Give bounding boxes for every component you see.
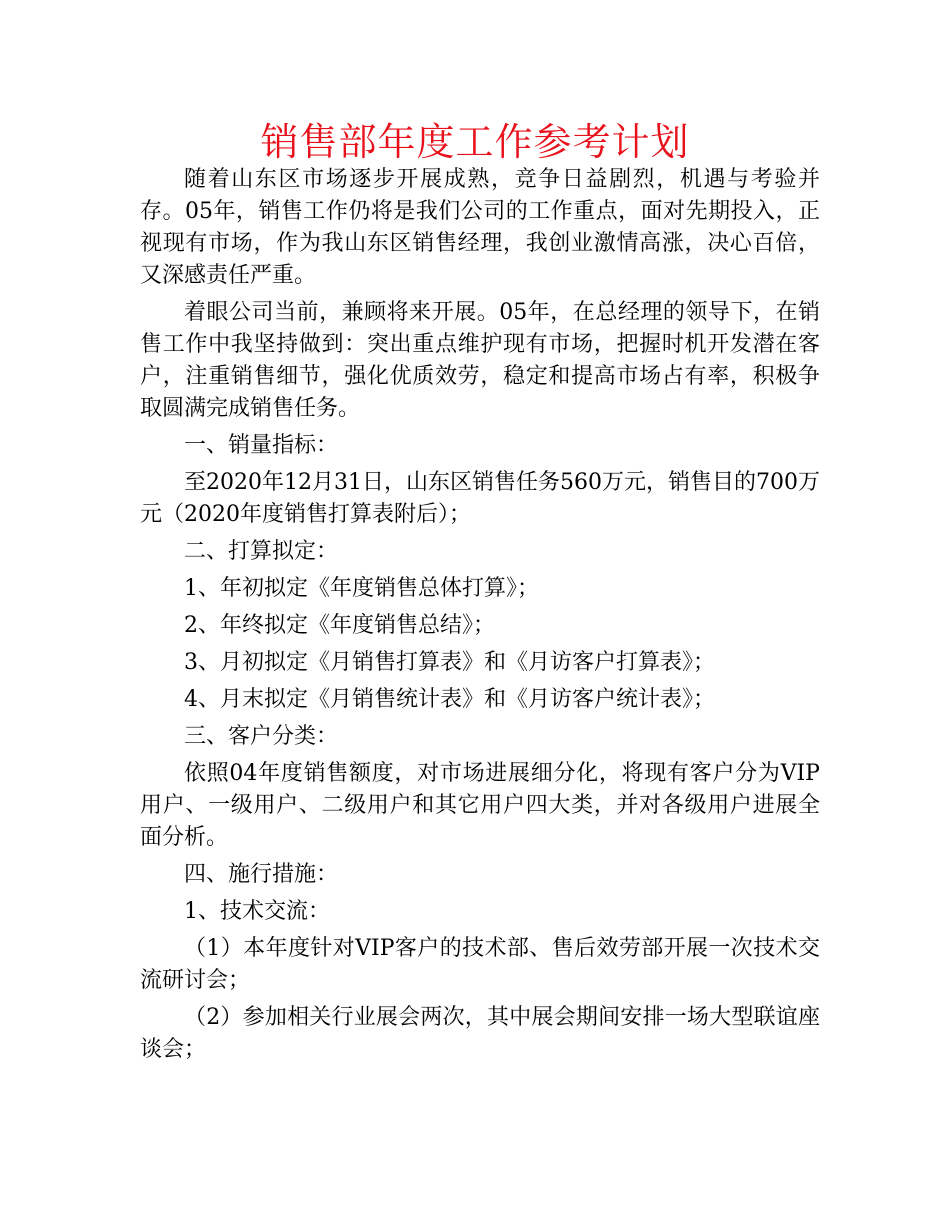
list-item: 4、月末拟定《月销售统计表》和《月访客户统计表》； <box>184 687 715 712</box>
list-item: （2）参加相关行业展会两次，其中展会期间安排一场大型联谊座谈会； <box>140 1005 820 1062</box>
list-item: 3、月初拟定《月销售打算表》和《月访客户打算表》； <box>184 650 715 675</box>
paragraph-sales-target: 至2020年12月31日，山东区销售任务560万元，销售目的700万元（2020年度销售打算表附后）； <box>140 470 820 527</box>
subsection-heading-tech-exchange: 1、技术交流： <box>184 899 330 924</box>
section-heading-measures: 四、施行措施： <box>184 862 339 887</box>
paragraph-customer-classes: 依照04年度销售额度，对市场进展细分化，将现有客户分为VIP用户、一级用户、二级用户和其它用户四大类，并对各级用户进展全面分析。 <box>140 761 820 850</box>
document-title: 销售部年度工作参考计划 <box>260 120 690 164</box>
paragraph-focus: 着眼公司当前，兼顾将来开展。05年，在总经理的领导下，在销售工作中我坚持做到：突出重点维护现有市场，把握时机开发潜在客户，注重销售细节，强化优质效劳，稳定和提高市场占有率，积极争取圆满完成销售任务。 <box>140 300 820 421</box>
document-body <box>140 164 820 1071</box>
section-heading-customer-classes: 三、客户分类： <box>184 724 339 749</box>
section-heading-sales-target: 一、销量指标： <box>184 433 339 458</box>
section-heading-planning: 二、打算拟定： <box>184 539 339 564</box>
paragraph-intro: 随着山东区市场逐步开展成熟，竞争日益剧烈，机遇与考验并存。05年，销售工作仍将是我们公司的工作重点，面对先期投入，正视现有市场，作为我山东区销售经理，我创业激情高涨，决心百倍，又深感责任严重。 <box>140 167 820 288</box>
list-item: 1、年初拟定《年度销售总体打算》； <box>184 576 539 601</box>
list-item: （1）本年度针对VIP客户的技术部、售后效劳部开展一次技术交流研讨会； <box>140 936 820 993</box>
list-item: 2、年终拟定《年度销售总结》； <box>184 613 495 638</box>
